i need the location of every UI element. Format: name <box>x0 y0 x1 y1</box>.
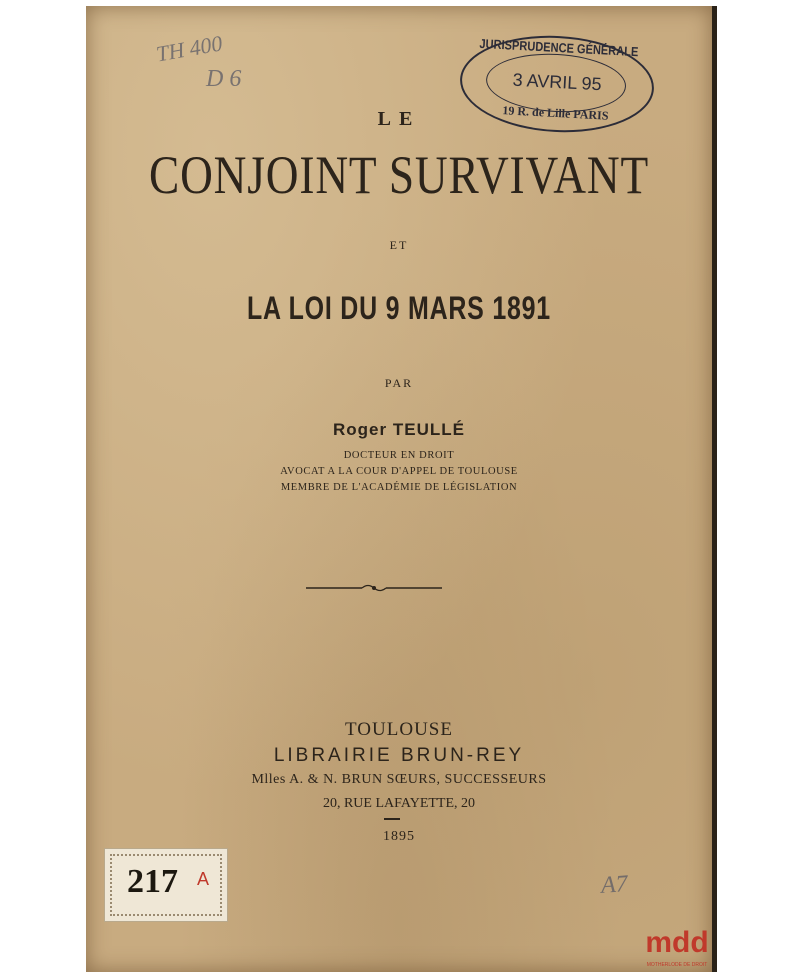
publication-year: 1895 <box>383 829 415 844</box>
author-credential: DOCTEUR EN DROIT <box>343 450 455 461</box>
title-article: LE <box>377 108 421 130</box>
mdd-logo <box>638 922 716 972</box>
pencil-note-shelf: D 6 <box>206 66 242 92</box>
ornament-divider <box>304 580 444 596</box>
pencil-note-catalog: A7 <box>600 871 629 899</box>
book-subtitle: LA LOI DU 9 MARS 1891 <box>247 290 551 326</box>
publisher-name: LIBRAIRIE BRUN-REY <box>273 745 525 766</box>
stamp-bottom-text: 19 R. de Lille PARIS <box>502 103 609 123</box>
by-line: PAR <box>384 376 414 390</box>
author-credential: MEMBRE DE L'ACADÉMIE DE LÉGISLATION <box>280 482 518 493</box>
rule-divider <box>384 818 400 820</box>
publisher-successors: Mlles A. & N. BRUN SŒURS, SUCCESSEURS <box>251 772 547 787</box>
stamp-top-text: JURISPRUDENCE GÉNÉRALE <box>479 35 639 60</box>
book-title: CONJOINT SURVIVANT <box>148 145 649 205</box>
book-cover <box>86 6 717 972</box>
author-name: Roger TEULLÉ <box>333 420 465 439</box>
logo-wordmark: mdd <box>645 926 709 959</box>
pencil-note-catalog: TH 400 <box>154 30 225 67</box>
title-conjunction: ET <box>389 238 409 252</box>
logo-tagline: MOTHERLODE DE DROIT <box>646 962 708 968</box>
publisher-address: 20, RUE LAFAYETTE, 20 <box>322 796 476 811</box>
stamp-date: 3 AVRIL 95 <box>512 69 603 95</box>
shelf-label <box>104 848 228 922</box>
shelf-suffix: A <box>197 869 210 889</box>
author-credential: AVOCAT A LA COUR D'APPEL DE TOULOUSE <box>280 466 518 477</box>
shelf-number: 217 <box>127 863 178 900</box>
publisher-city: TOULOUSE <box>345 719 453 740</box>
